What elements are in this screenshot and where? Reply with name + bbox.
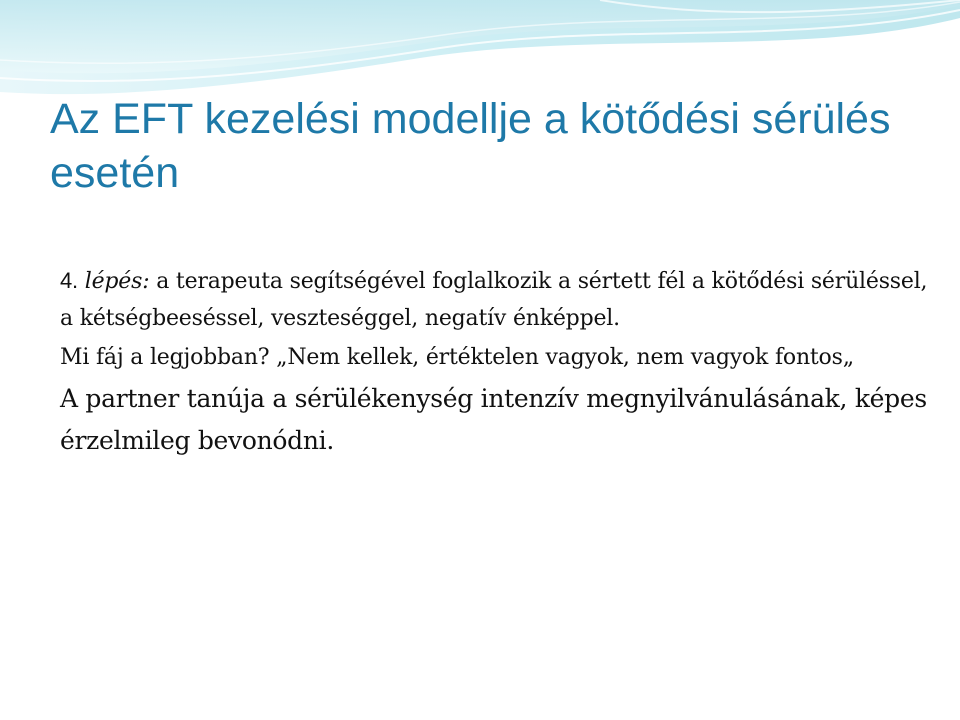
step-text: a terapeuta segítségével foglalkozik a sértett fél a kötődési sérüléssel, a kétségbeeséssel, veszteséggel, negatív énképpel. [60,269,928,331]
question-paragraph: Mi fáj a legjobban? „Nem kellek, értéktelen vagyok, nem vagyok fontos„ [60,345,854,370]
slide-title: Az EFT kezelési modellje a kötődési sérülés esetén [50,95,891,197]
step-label: lépés: [84,269,150,294]
step-number: 4. [60,268,78,293]
slide-body [60,262,930,462]
step-paragraph [60,262,930,337]
partner-paragraph: A partner tanúja a sérülékenység intenzív megnyilvánulásának, képes érzelmileg bevonódni. [60,384,927,455]
